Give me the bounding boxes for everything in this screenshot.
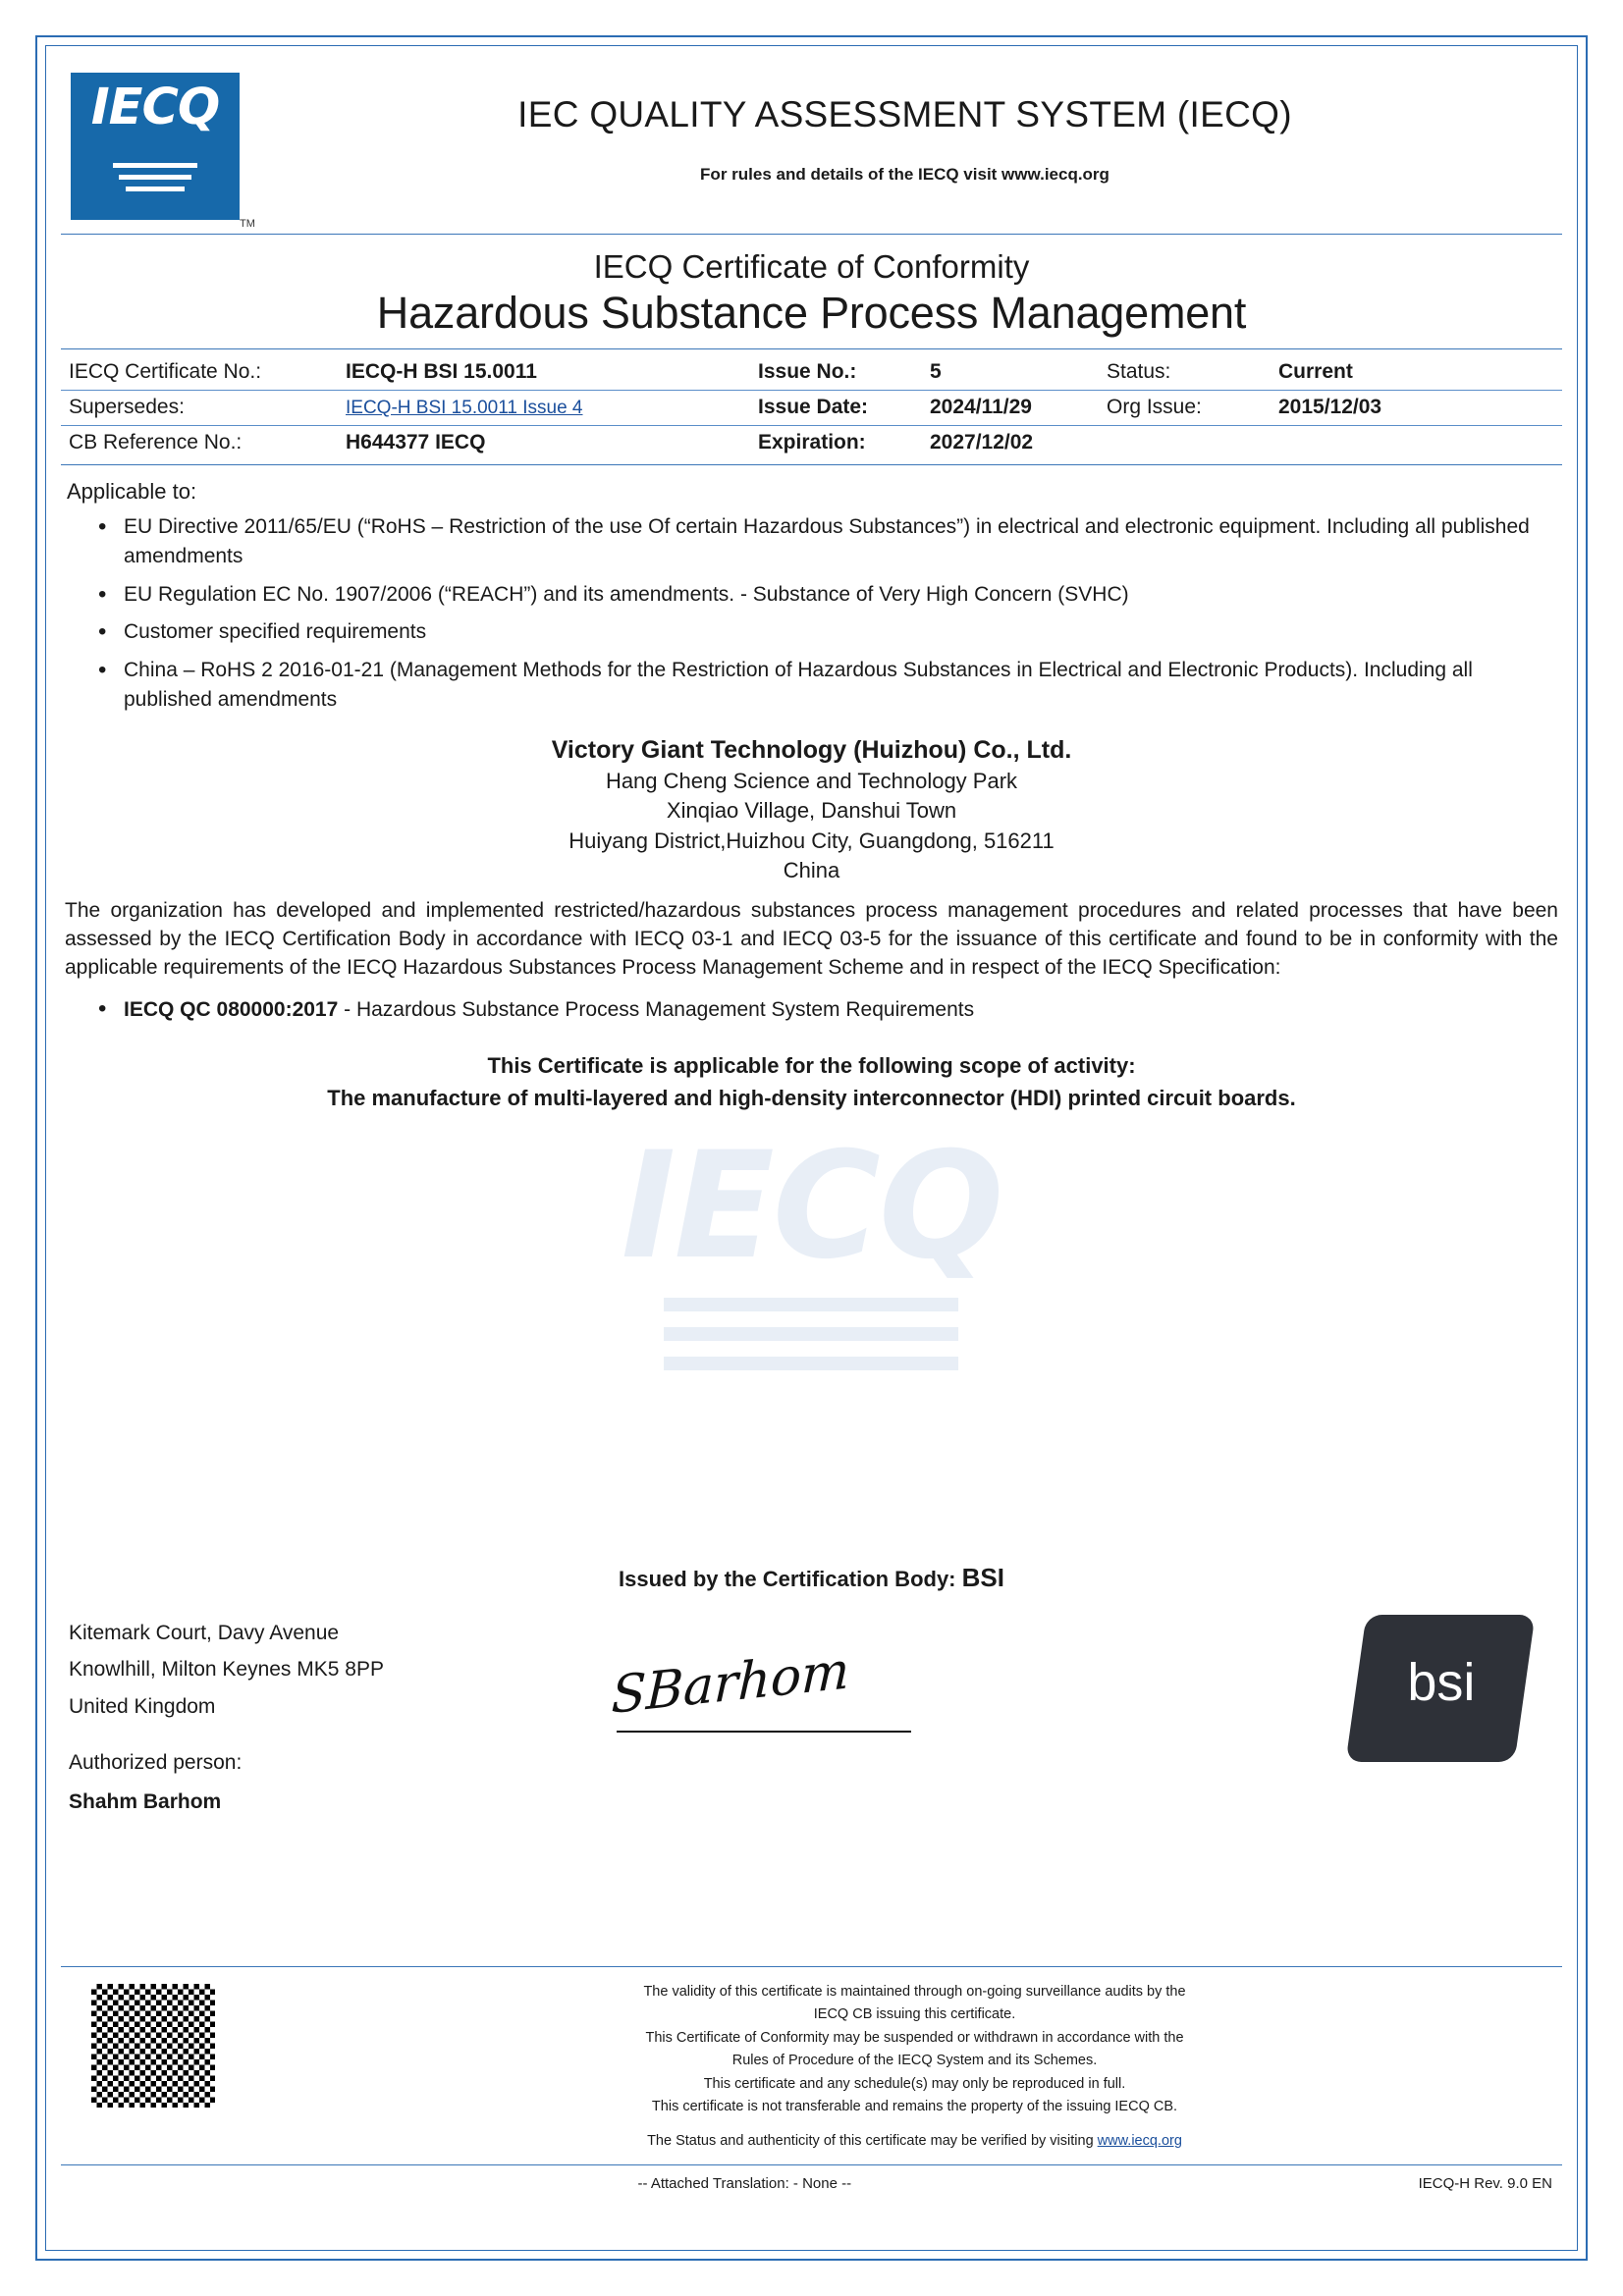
header-divider — [61, 234, 1562, 235]
scope-text: The manufacture of multi-layered and high-density interconnector (HDI) printed circuit boards. — [327, 1085, 1296, 1110]
organization-address — [61, 767, 1562, 885]
org-issue-label: Org Issue: — [1107, 396, 1202, 418]
footer-meta — [61, 2165, 1562, 2192]
certificate-content — [61, 61, 1562, 2237]
supersedes-cell — [346, 396, 758, 419]
issued-by-label: Issued by the Certification Body: — [619, 1567, 962, 1591]
scope-block — [61, 1049, 1562, 1114]
revision-label: IECQ-H Rev. 9.0 EN — [1418, 2175, 1552, 2192]
list-item: • EU Regulation EC No. 1907/2006 (“REACH”) and its amendments. - Substance of Very High Concern (SVHC) — [94, 580, 1562, 610]
organization-block — [61, 736, 1562, 885]
page-title: IECQ Certificate of Conformity — [593, 248, 1030, 285]
specification-code: IECQ QC 080000:2017 — [124, 997, 339, 1021]
issuer-address — [61, 1615, 571, 1820]
address-line: Kitemark Court, Davy Avenue — [69, 1622, 340, 1644]
signature-icon: SBarhom — [610, 1640, 851, 1727]
conformity-paragraph: The organization has developed and implemented restricted/hazardous substances process management procedures and related processes that have been assessed by the IECQ Certification Body in accordance with IECQ 03-1 and IECQ 03-5 for the issuance of this certificate and found to be in conformity with the applicable requirements of the IECQ Hazardous Substances Process Management Scheme and in respect of the IECQ Specification: — [65, 899, 1558, 979]
cb-reference-label: CB Reference No.: — [69, 431, 243, 454]
qr-code-wrap — [61, 1981, 306, 2110]
authorized-person-label: Authorized person: — [69, 1751, 243, 1775]
list-item: • EU Directive 2011/65/EU (“RoHS – Restriction of the use Of certain Hazardous Substances”) in electrical and electronic equipment. Including all published amendments — [94, 512, 1562, 571]
supersedes-link[interactable]: IECQ-H BSI 15.0011 Issue 4 — [346, 398, 583, 418]
attached-translation: -- Attached Translation: - None -- — [637, 2175, 852, 2192]
status-label: Status: — [1107, 360, 1171, 383]
legal-text — [306, 1981, 1562, 2153]
expiration-value: 2027/12/02 — [930, 431, 1034, 454]
system-title: IEC QUALITY ASSESSMENT SYSTEM (IECQ) — [517, 94, 1292, 134]
bsi-logo-wrap — [1326, 1615, 1562, 1762]
document-footer — [61, 1966, 1562, 2192]
legal-line: This Certificate of Conformity may be suspended or withdrawn in accordance with the — [645, 2029, 1184, 2046]
expiration-label: Expiration: — [758, 431, 866, 454]
issue-date-value: 2024/11/29 — [930, 396, 1032, 418]
trademark-symbol: TM — [240, 218, 255, 230]
cb-reference-value: H644377 IECQ — [346, 431, 486, 454]
table-row — [61, 390, 1562, 425]
issuer-body — [61, 1615, 1562, 1820]
footer-body — [61, 1967, 1562, 2153]
watermark-text: IECQ — [621, 1121, 1002, 1292]
document-header — [61, 61, 1562, 230]
list-item: • Customer specified requirements — [94, 617, 1562, 647]
page-subtitle: Hazardous Substance Process Management — [376, 288, 1247, 338]
list-item — [94, 998, 1562, 1022]
table-row — [61, 355, 1562, 390]
organization-name: Victory Giant Technology (Huizhou) Co., Ltd. — [551, 735, 1072, 764]
status-badge: Current — [1278, 360, 1353, 383]
legal-line: Rules of Procedure of the IECQ System and its Schemes. — [731, 2053, 1098, 2069]
bsi-logo-icon — [1345, 1615, 1535, 1762]
legal-line: IECQ CB issuing this certificate. — [813, 2006, 1016, 2023]
address-line: China — [783, 857, 840, 882]
certificate-info-table — [61, 348, 1562, 465]
table-row — [61, 425, 1562, 460]
issued-by-line — [61, 1563, 1562, 1593]
address-line: Xinqiao Village, Danshui Town — [666, 798, 957, 824]
verify-prefix: The Status and authenticity of this certificate may be verified by visiting — [647, 2132, 1098, 2149]
issue-no-label: Issue No.: — [758, 360, 857, 383]
address-line: Huiyang District,Huizhou City, Guangdong, 516211 — [568, 828, 1055, 853]
iecq-logo-icon — [71, 73, 240, 220]
scope-heading: This Certificate is applicable for the following scope of activity: — [487, 1052, 1136, 1078]
header-main — [247, 73, 1562, 185]
specification-description: - Hazardous Substance Process Management System Requirements — [338, 997, 975, 1021]
bsi-logo-text: bsi — [1407, 1653, 1476, 1712]
authorized-person-name: Shahm Barhom — [69, 1789, 222, 1813]
iecq-website-link[interactable]: www.iecq.org — [1097, 2132, 1182, 2149]
issuer-block — [61, 1563, 1562, 1820]
legal-line: This certificate and any schedule(s) may only be reproduced in full. — [703, 2075, 1126, 2092]
cert-no-label: IECQ Certificate No.: — [69, 360, 262, 383]
certification-body-name: BSI — [961, 1563, 1004, 1592]
specification-list — [94, 998, 1562, 1022]
iecq-logo-text: IECQ — [90, 79, 220, 136]
applicable-list — [94, 512, 1562, 715]
system-subtitle: For rules and details of the IECQ visit www.iecq.org — [700, 165, 1109, 184]
signature-line — [617, 1731, 911, 1733]
list-item: • China – RoHS 2 2016-01-21 (Management Methods for the Restriction of Hazardous Substances in Electrical and Electronic Products). Including all published amendments — [94, 656, 1562, 715]
iecq-logo-bars-icon — [113, 163, 197, 198]
verify-line — [306, 2130, 1523, 2153]
legal-line: The validity of this certificate is maintained through on-going surveillance audits by the — [643, 1983, 1186, 2000]
iecq-watermark — [622, 1121, 1002, 1386]
address-line: Hang Cheng Science and Technology Park — [605, 768, 1018, 793]
iecq-logo-wrap — [61, 73, 255, 230]
signature-area — [571, 1615, 1326, 1762]
watermark-bars-icon — [665, 1298, 959, 1370]
qr-code-icon[interactable] — [88, 1981, 218, 2110]
issue-date-label: Issue Date: — [758, 396, 869, 418]
supersedes-label: Supersedes: — [69, 396, 185, 418]
applicable-heading: Applicable to: — [67, 479, 197, 504]
issue-no-value: 5 — [930, 360, 942, 383]
address-line: United Kingdom — [69, 1694, 216, 1718]
address-line: Knowlhill, Milton Keynes MK5 8PP — [69, 1658, 384, 1682]
org-issue-value: 2015/12/03 — [1278, 396, 1382, 418]
legal-line: This certificate is not transferable and remains the property of the issuing IECQ CB. — [651, 2099, 1178, 2115]
cert-no-value: IECQ-H BSI 15.0011 — [346, 360, 537, 383]
